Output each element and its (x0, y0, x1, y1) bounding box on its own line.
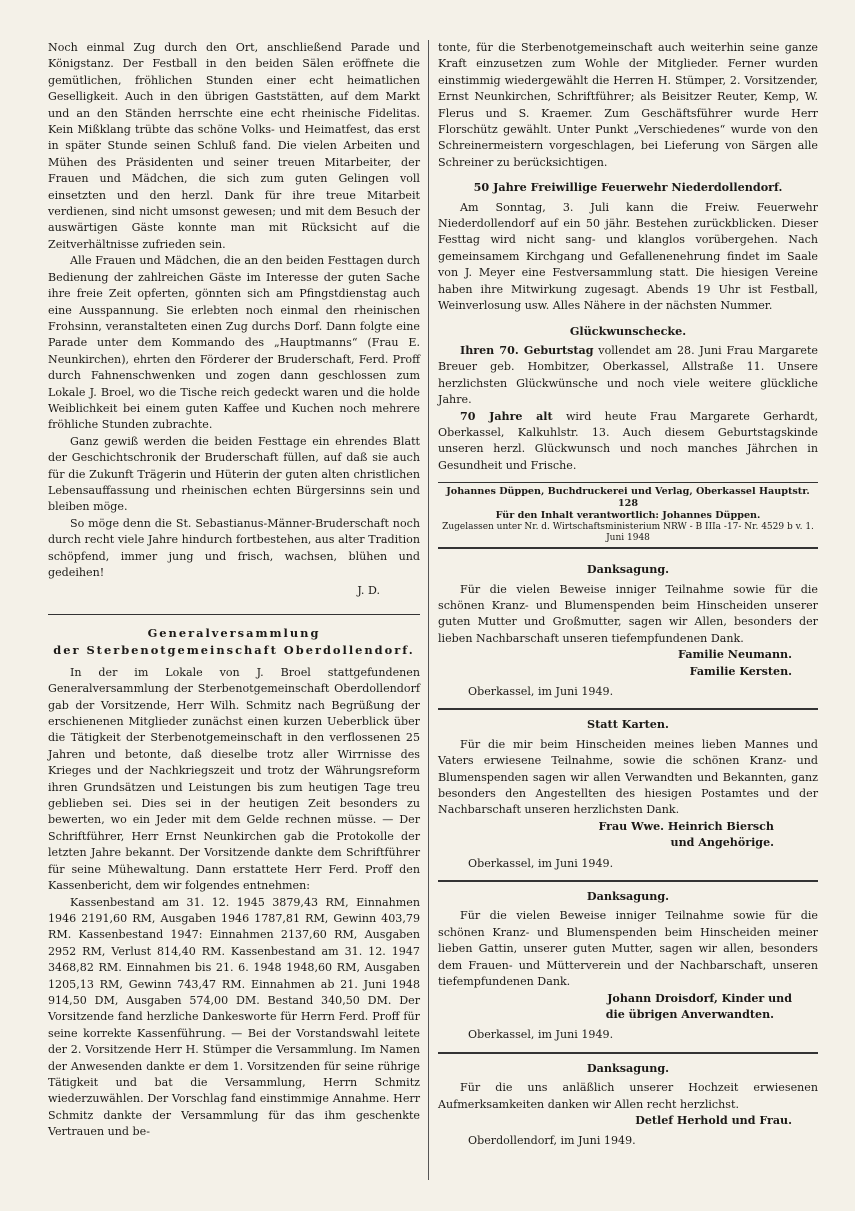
notice-text: Für die uns anläßlich unserer Hochzeit erwiesenen Aufmerksamkeiten danken wir Allen recht herzlichst. (438, 1081, 818, 1111)
section-subtitle: der Sterbenotgemeinschaft Oberdollendorf. (53, 642, 415, 657)
article-paragraph: Noch einmal Zug durch den Ort, anschließend Parade und Königstanz. Der Festball in den beiden Sälen eröffnete die gemütlichen, fröhlichen Stunden einer echt heimatlichen Geselligkeit. Auch in den übrigen Gaststätten, auf dem Markt und an den Ständen herrschte eine echt rheinische Fidelitas. Kein Mißklang trübte das schöne Volks- und Heimatfest, das erst in später Stunde seinen Schluß fand. Die vielen Arbeiten und Mühen des Präsidenten und seiner treuen Mitarbeiter, der Frauen und Mädchen, die sich zum guten Gelingen voll einsetzten und den herzl. Dank für ihre treue Mitarbeit verdienen, sind nicht umsonst gewesen; und mit dem Besuch der auswärtigen Gäste konnte man mit Rücksicht auf die Zeitverhältnisse zufrieden sein. (48, 41, 420, 251)
article-title-feuerwehr: 50 Jahre Freiwillige Feuerwehr Niederdollendorf. (473, 180, 783, 195)
notice-text: Für die vielen Beweise inniger Teilnahme sowie für die schönen Kranz- und Blumenspenden beim Hinscheiden meiner lieben Gattin, unserer guten Mutter, sagen wir allen, besonders dem Frauen- und Mütterverein und der Nachbarschaft, unseren tiefempfundenen Dank. (438, 909, 818, 989)
article-title-glueckwunsch: Glückwunschecke. (569, 323, 687, 338)
notice-herhold (438, 1054, 818, 1158)
notice-neumann (438, 555, 818, 710)
article-paragraph: Ganz gewiß werden die beiden Festtage ein ehrendes Blatt der Geschichtschronik der Bruderschaft füllen, auf daß sie auch für die Zukunft Trägerin und Hüterin der guten alten christlichen Lebensauffassung und rheinischen echten Bürgersinns sein und bleiben möge. (48, 434, 420, 514)
notice-droisdorf (438, 882, 818, 1054)
notice-title: Danksagung. (586, 889, 670, 904)
birthday-notice (438, 409, 818, 475)
notice-signature: Frau Wwe. Heinrich Biersch (598, 819, 774, 833)
article-paragraph: Kassenbestand am 31. 12. 1945 3879,43 RM, Einnahmen 1946 2191,60 RM, Ausgaben 1946 1787,81 RM, Gewinn 403,79 RM. Kassenbestand 1947: Einnahmen 2137,60 RM, Ausgaben 2952 RM, Verlust 814,40 RM. Kassenbestand am 31. 12. 1947 3468,82 RM. Einnahmen bis 21. 6. 1948 1948,60 RM, Ausgaben 1205,13 RM, Gewinn 743,47 RM. Einnahmen ab 21. Juni 1948 914,50 DM, Ausgaben 574,00 DM. Bestand 340,50 DM. Der Vorsitzende fand herzliche Dankesworte für Herrn Ferd. Proff für seine korrekte Kassenführung. — Bei der Vorstandswahl leitete der 2. Vorsitzende Herr H. Stümper die Versammlung. Im Namen der Anwesenden dankte er dem 1. Vorsitzenden für seine rührige Tätigkeit und bat die Versammlung, Herrn Schmitz wiederzuwählen. Der Vorschlag fand einstimmige Annahme. Herr Schmitz dankte der Versammlung für das ihm geschenkte Vertrauen und be- (48, 895, 420, 1139)
imprint-license: Zugelassen unter Nr. d. Wirtschaftsministerium NRW - B IIIa -17- Nr. 4529 b v. 1. Juni 1948 (442, 522, 814, 544)
birthday-text: vollendet am 28. Juni Frau Margarete Breuer geb. Hombitzer, Oberkassel, Allstraße 11. Unsere herzlichsten Glückwünsche und noch viele weitere glückliche Jahre. (438, 343, 818, 407)
notice-date: Oberdollendorf, im Juni 1949. (468, 1134, 636, 1148)
notice-signature: Familie Kersten. (689, 664, 792, 678)
notice-title: Danksagung. (586, 1060, 670, 1075)
notice-date: Oberkassel, im Juni 1949. (468, 1028, 614, 1042)
article-paragraph: tonte, für die Sterbenotgemeinschaft auch weiterhin seine ganze Kraft einzusetzen zum Wohle der Mitglieder. Ferner wurden einstimmig wiedergewählt die Herren H. Stümper, 2. Vorsitzender, Ernst Neunkirchen, Schriftführer; als Beisitzer Reuter, Kemp, W. Flerus und S. Kraemer. Zum Geschäftsführer wurde Herr Florschütz gewählt. Unter Punkt „Verschiedenes“ wurde von den Schreinermeistern vorgeschlagen, bei Lieferung von Särgen alle Schreiner zu berücksichtigen. (438, 41, 818, 169)
article-paragraph: In der im Lokale von J. Broel stattgefundenen Generalversammlung der Sterbenotgemeinschaft Oberdollendorf gab der Vorsitzende, Herr Wilh. Schmitz nach Begrüßung der erschienenen Mitglieder zunächst einen kurzen Ueberblick über die Tätigkeit der Sterbenotgemeinschaft in den verflossenen 25 Jahren und betonte, daß dieselbe trotz aller Wirrnisse des Krieges und der Nachkriegszeit und trotz der Währungsreform ihren Grundsätzen und Leistungen bis zum heutigen Tage treu geblieben sei. Dies sei in der heutigen Zeit besonders zu bewerten, wo ein Jeder mit dem Gelde rechnen müsse. — Der Schriftführer, Herr Ernst Neunkirchen gab die Protokolle der letzten Jahre bekannt. Der Vorsitzende dankte dem Schriftführer für seine Mühewaltung. Dann erstattete Herr Ferd. Proff den Kassenbericht, dem wir folgendes entnehmen: (48, 665, 420, 893)
column-divider (428, 40, 429, 1180)
notice-text: Für die mir beim Hinscheiden meines lieben Mannes und Vaters erwiesene Teilnahme, sowie die schönen Kranz- und Blumenspenden sagen wir allen Verwandten und Bekannten, ganz besonders den Angestellten des hiesigen Postamtes und der Nachbarschaft unseren herzlichsten Dank. (438, 737, 818, 817)
article-paragraph: Am Sonntag, 3. Juli kann die Freiw. Feuerwehr Niederdollendorf auf ein 50 jähr. Bestehen zurückblicken. Dieser Festtag wird nicht sang- und klanglos vorübergehen. Nach gemeinsamem Kirchgang und Gefallenenehrung findet im Saale von J. Meyer eine Festversammlung statt. Die hiesigen Vereine haben ihre Mitwirkung zugesagt. Abends 19 Uhr ist Festball, Weinverlosung usw. Alles Nähere in der nächsten Nummer. (438, 200, 818, 313)
section-divider (48, 614, 420, 615)
birthday-text: wird heute Frau Margarete Gerhardt, Oberkassel, Kalkuhlstr. 13. Auch diesem Geburtstagskinde unseren herzl. Glückwunsch und noch manches Jährchen in Gesundheit und Frische. (438, 409, 818, 472)
birthday-lead: Ihren 70. Geburtstag (460, 343, 594, 357)
right-column (438, 40, 818, 1158)
notice-biersch (438, 710, 818, 882)
article-signature: J. D. (357, 584, 380, 598)
notice-signature: Johann Droisdorf, Kinder und (607, 991, 792, 1005)
article-paragraph: Alle Frauen und Mädchen, die an den beiden Festtagen durch Bedienung der zahlreichen Gäste im Interesse der guten Sache ihre freie Zeit opferten, gönnten sich am Pfingstdienstag auch eine Ausspannung. Sie erlebten noch einmal den rheinischen Frohsinn, veranstalteten einen Zug durchs Dorf. Dann folgte eine Parade unter dem Kommando des „Hauptmanns“ (Frau E. Neunkirchen), ehrten den Förderer der Bruderschaft, Ferd. Proff durch Fahnenschwenken und zogen dann geschlossen zum Lokale J. Broel, wo die Tische reich gedeckt waren und die holde Weiblichkeit bei einem guten Kaffee und Kuchen noch mehrere fröhliche Stunden zubrachte. (48, 254, 420, 432)
birthday-lead: 70 Jahre alt (460, 409, 553, 423)
birthday-notice (438, 343, 818, 409)
section-title: Generalversammlung (147, 625, 321, 640)
imprint-responsible: Für den Inhalt verantwortlich: Johannes Düppen. (495, 510, 761, 522)
imprint-publisher: Johannes Düppen, Buchdruckerei und Verlag, Oberkassel Hauptstr. 128 (446, 486, 810, 510)
notice-signature: Detlef Herhold und Frau. (635, 1113, 792, 1127)
left-column (48, 40, 420, 1141)
notice-signature: die übrigen Anverwandten. (605, 1007, 774, 1021)
notice-date: Oberkassel, im Juni 1949. (468, 856, 614, 870)
notice-signature: und Angehörige. (670, 836, 774, 850)
notice-date: Oberkassel, im Juni 1949. (468, 685, 614, 698)
article-paragraph: So möge denn die St. Sebastianus-Männer-Bruderschaft noch durch recht viele Jahre hindurch fortbestehen, aus alter Tradition schöpfend, immer jung und frisch, wachsen, blühen und gedeihen! (48, 516, 420, 579)
notice-title: Danksagung. (586, 562, 670, 577)
imprint-box (438, 482, 818, 549)
notice-signature: Familie Neumann. (678, 648, 792, 662)
notice-title: Statt Karten. (587, 717, 669, 732)
notice-text: Für die vielen Beweise inniger Teilnahme sowie für die schönen Kranz- und Blumenspenden beim Hinscheiden unserer guten Mutter und Großmutter, sagen wir Allen, besonders der lieben Nachbarschaft unseren tiefempfundenen Dank. (438, 582, 818, 645)
